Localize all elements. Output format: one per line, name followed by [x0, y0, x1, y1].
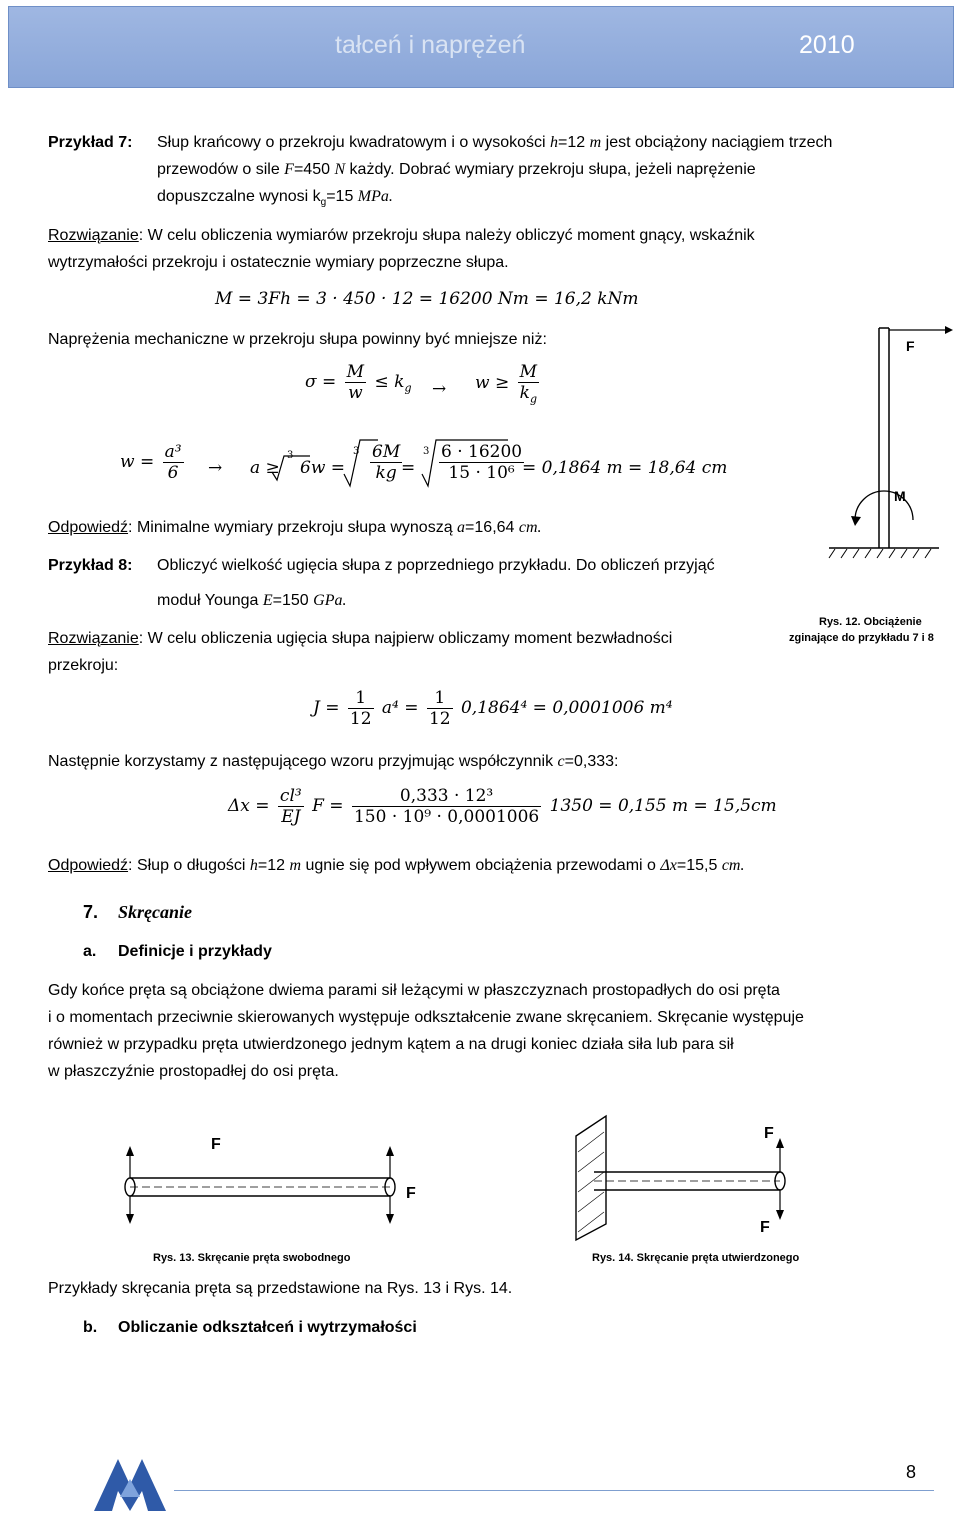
root-index-2: 3	[353, 446, 360, 457]
answer-8: Odpowiedź: Słup o długości h=12 m ugnie się pod wpływem obciążenia przewodami o Δx=15,5 cm.	[48, 857, 745, 874]
arrow-2: →	[208, 458, 223, 478]
header-year: 2010	[799, 31, 855, 59]
figure-12-pole	[825, 320, 960, 560]
equation-sigma: σ = $\frac{M}{w}$ ≤ $k_g$	[305, 362, 412, 403]
answer-7: Odpowiedź: Minimalne wymiary przekroju słupa wynoszą a=16,64 cm.	[48, 519, 542, 536]
next-formula-text: Następnie korzystamy z następującego wzoru przyjmując współczynnik c=0,333:	[48, 753, 619, 770]
figure-13-free-bar	[90, 1120, 450, 1240]
footer-logo	[90, 1455, 170, 1515]
example-8-line-2: moduł Younga E=150 GPa.	[157, 592, 347, 609]
equation-w: w ≥ $\frac{M}{k_g}$	[475, 362, 538, 406]
solution-7-line-1: Rozwiązanie: W celu obliczenia wymiarów przekroju słupa należy obliczyć moment gnący, wskaźnik	[48, 227, 755, 244]
example-8-label: Przykład 8:	[48, 557, 133, 574]
equation-w-a: w = $\frac{\text{a³}}{6}$	[120, 442, 182, 483]
section-7-number: 7.	[83, 902, 99, 922]
section-a-title: Definicje i przykłady	[118, 943, 272, 960]
example-7-label: Przykład 7:	[48, 134, 133, 151]
section-b-title: Obliczanie odkształceń i wytrzymałości	[118, 1319, 417, 1336]
figure-14-fixed-bar	[570, 1112, 870, 1242]
figure-12-force-label: F	[906, 338, 915, 354]
equals-sign: =	[401, 458, 416, 478]
section-a-number: a.	[83, 943, 97, 960]
solution-8-line-1: Rozwiązanie: W celu obliczenia ugięcia słupa najpierw obliczamy moment bezwładności	[48, 630, 673, 647]
root-index-3: 3	[423, 446, 430, 457]
fraction-6M-kg: $\frac{6M}{kg}$	[372, 442, 401, 483]
footer-rule	[174, 1490, 934, 1491]
solution-7-line-2: wytrzymałości przekroju i ostatecznie wymiary poprzeczne słupa.	[48, 254, 509, 271]
solution-8-line-2: przekroju:	[48, 657, 119, 674]
section-7-title: Skręcanie	[118, 902, 192, 922]
stress-text: Naprężenia mechaniczne w przekroju słupa powinny być mniejsze niż:	[48, 331, 547, 348]
figure-12-caption-2: zginające do przykładu 7 i 8	[789, 632, 934, 644]
page-number: 8	[906, 1462, 917, 1482]
fraction-numeric: $\frac{6 \cdot 16200}{\text{15 · 10⁶}}$	[441, 442, 523, 483]
paragraph-line-1: Gdy końce pręta są obciążone dwiema parami sił leżącymi w płaszczyznach prostopadłych do osi pręta	[48, 982, 780, 999]
paragraph-line-2: i o momentach przeciwnie skierowanych występuje odkształcenie zwane skręcaniem. Skręcanie występuje	[48, 1009, 804, 1026]
equation-deflection: Δx = $\frac{\text{cl³}}{EJ}$ F = $\frac{\text{0,333 · 12³}}{\text{150 · 10⁹ · 0,0001006}}$ 1350 = 0,155 m = 15,5cm	[228, 786, 777, 827]
equation-root-1: 6w =	[300, 458, 346, 478]
figure-14-caption: Rys. 14. Skręcanie pręta utwierdzonego	[592, 1252, 800, 1264]
equation-a: a ≥	[250, 458, 280, 478]
equation-result-a: = 0,1864 m = 18,64 cm	[522, 458, 728, 478]
equation-moment: M = 3Fh = 3 · 450 · 12 = 16200 Nm = 16,2 kNm	[215, 289, 639, 309]
paragraph-line-4: w płaszczyźnie prostopadłej do osi pręta.	[48, 1063, 339, 1080]
example-8-line-1: Obliczyć wielkość ugięcia słupa z poprzedniego przykładu. Do obliczeń przyjąć	[157, 557, 715, 574]
figure-14-force-bottom: F	[760, 1219, 770, 1236]
section-b-number: b.	[83, 1319, 98, 1336]
figure-12-moment-label: M	[894, 488, 906, 504]
example-7-line-3: dopuszczalne wynosi $k_g=15$ MPa.	[157, 188, 393, 209]
root-index-1: 3	[287, 450, 294, 461]
figure-13-force-right: F	[406, 1185, 416, 1202]
arrow-1: →	[432, 379, 447, 399]
example-7-line-2: przewodów o sile F=450 N każdy. Dobrać wymiary przekroju słupa, jeżeli naprężenie	[157, 161, 756, 178]
page-header	[8, 6, 954, 88]
equation-inertia: J = $\frac{1}{12}$ a⁴ = $\frac{1}{12}$ 0,1864⁴ = 0,0001006 m⁴	[313, 688, 673, 729]
example-7-line-1: Słup krańcowy o przekroju kwadratowym i o wysokości h=12 m jest obciążony naciągiem trzech	[157, 134, 833, 151]
examples-text: Przykłady skręcania pręta są przedstawione na Rys. 13 i Rys. 14.	[48, 1280, 513, 1297]
figure-14-force-top: F	[764, 1125, 774, 1142]
figure-13-force-left: F	[211, 1136, 221, 1153]
paragraph-line-3: również w przypadku pręta utwierdzonego jednym kątem a na drugi koniec działa siła lub para sił	[48, 1036, 734, 1053]
header-title: tałceń i naprężeń	[335, 31, 526, 59]
figure-13-caption: Rys. 13. Skręcanie pręta swobodnego	[153, 1252, 351, 1264]
figure-12-caption-1: Rys. 12. Obciążenie	[819, 616, 922, 628]
